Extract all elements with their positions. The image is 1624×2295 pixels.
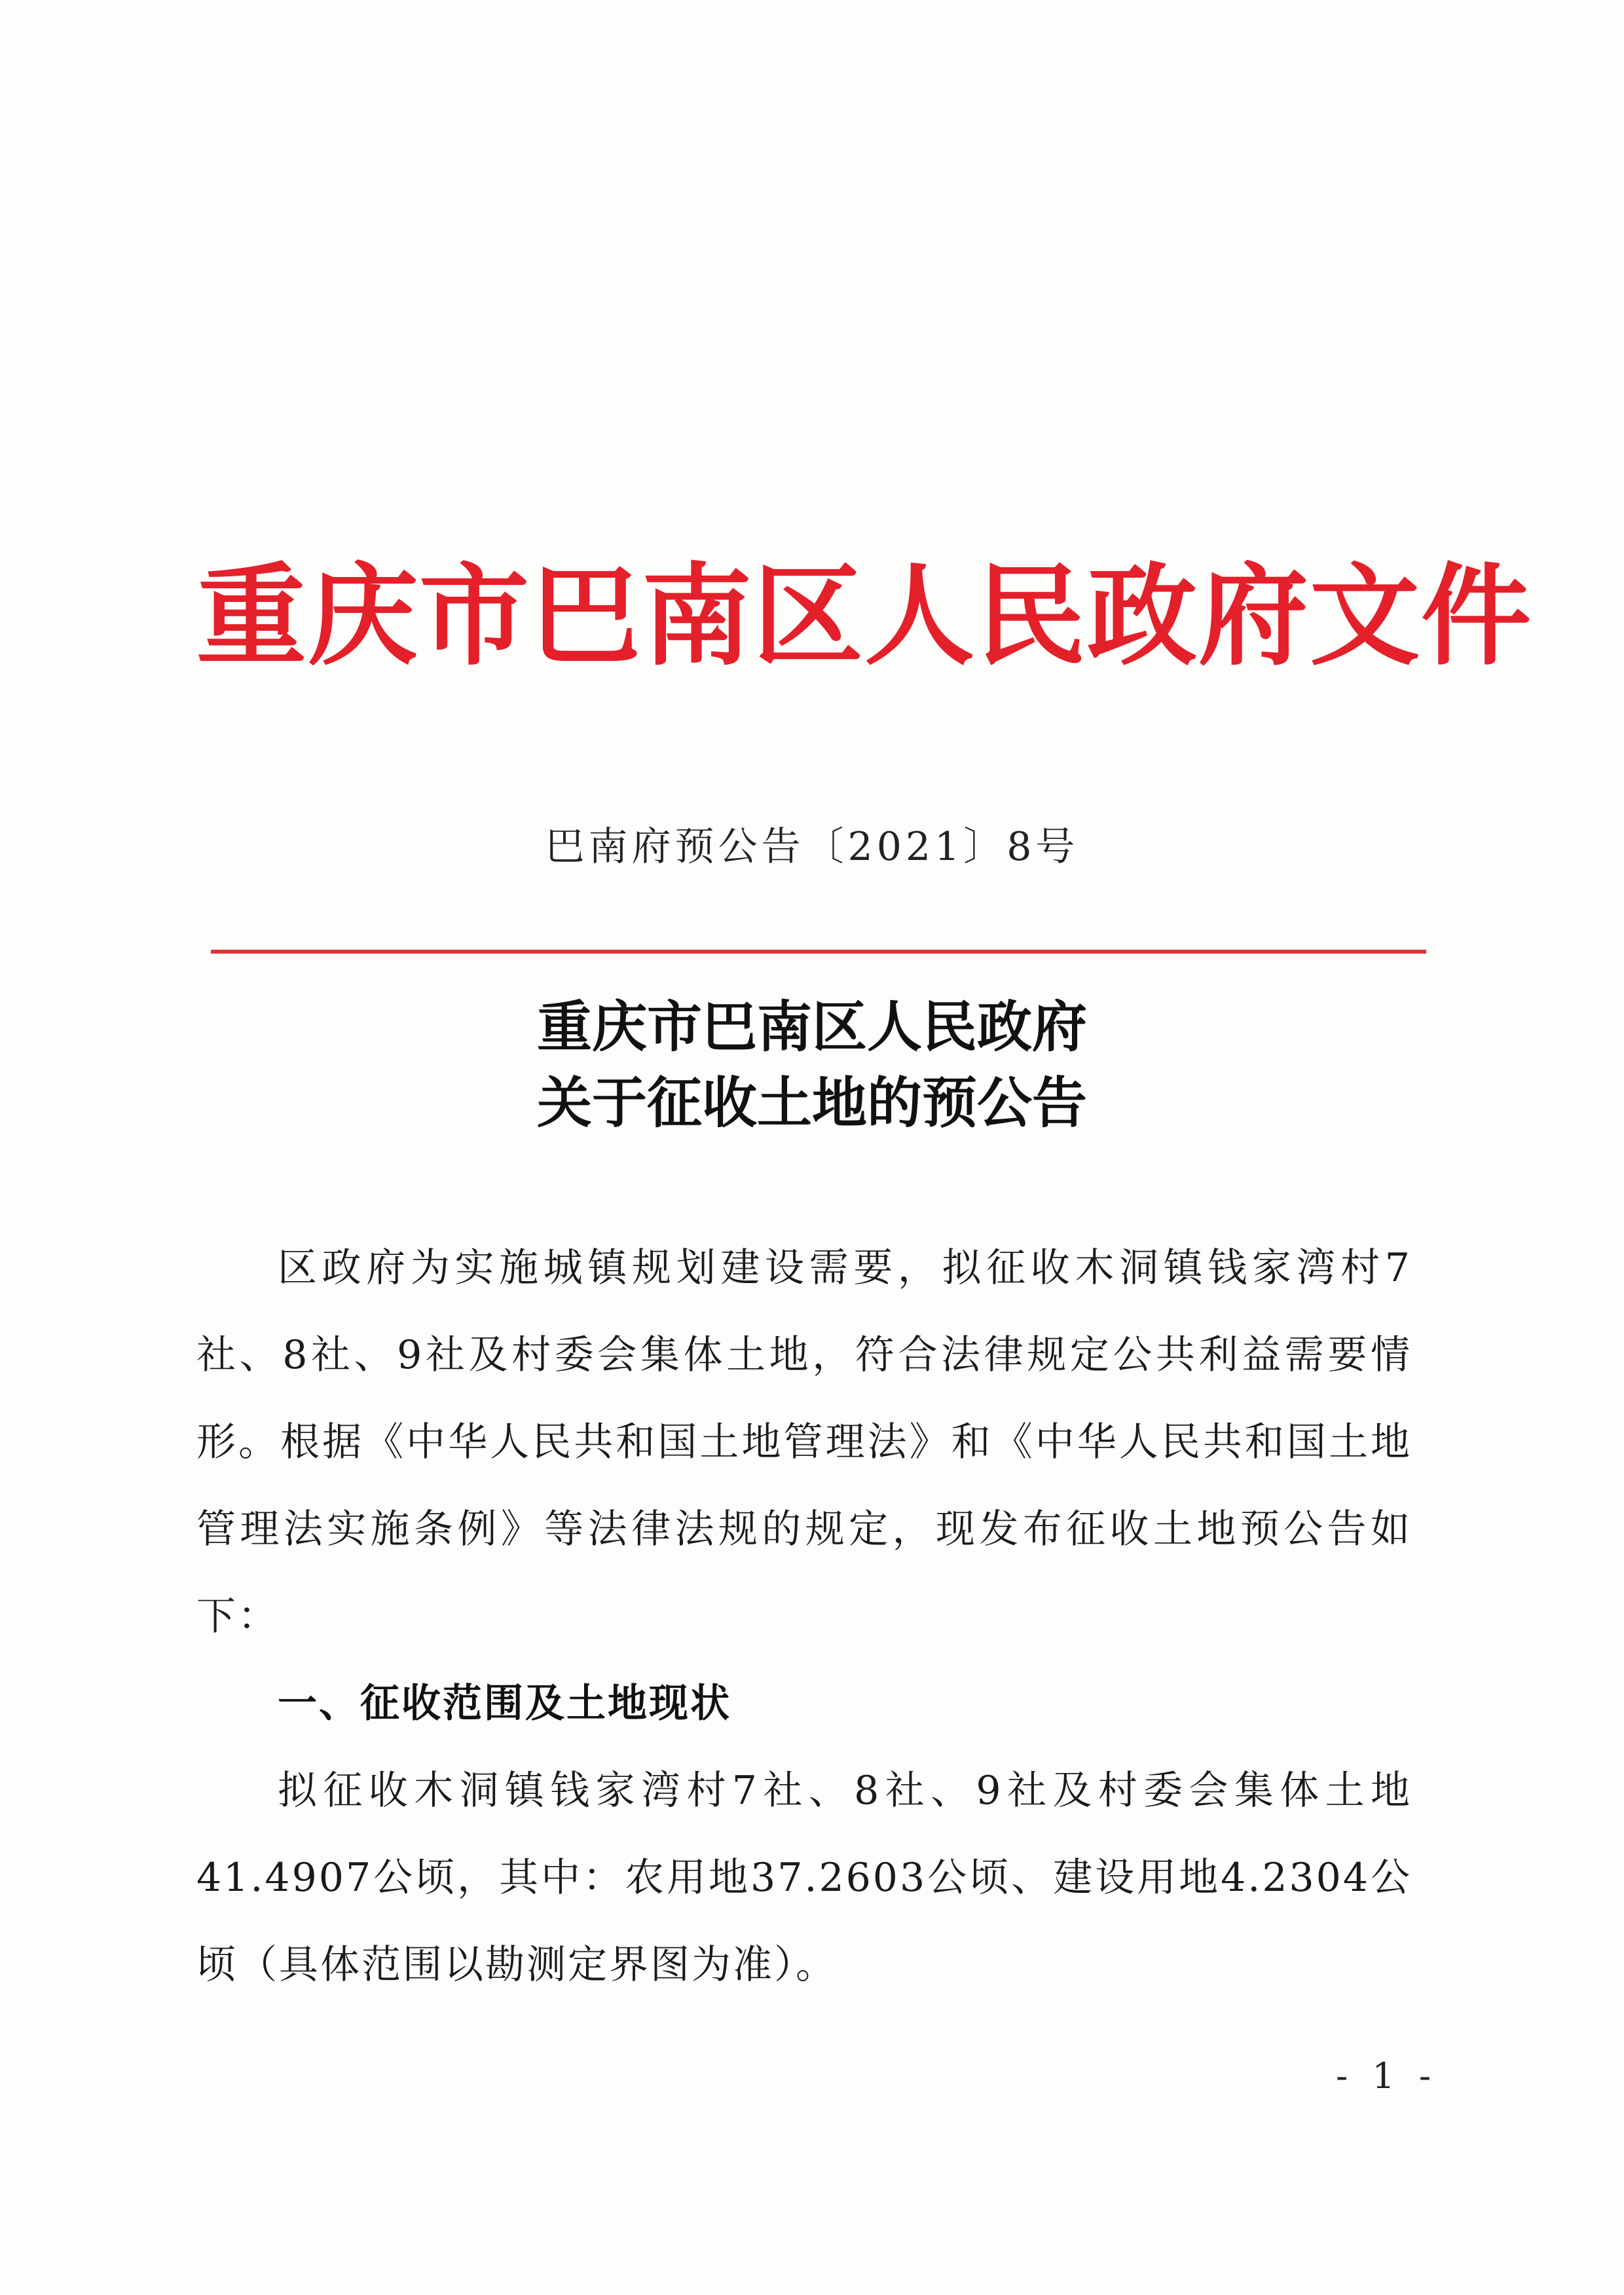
paragraph-scope: 拟征收木洞镇钱家湾村7社、8社、9社及村委会集体土地41.4907公顷，其中：农用地37.2603公顷、建设用地4.2304公顷（具体范围以勘测定界图为准）。 (196, 1768, 1412, 1988)
section-heading-1: 一、征收范围及土地现状 (278, 1681, 731, 1726)
title-line-2: 关于征收土地的预公告 (536, 1070, 1087, 1135)
title-line-1: 重庆市巴南区人民政府 (536, 994, 1087, 1059)
announcement-title (196, 989, 1428, 1141)
document-number: 巴南府预公告〔2021〕8号 (545, 824, 1079, 870)
red-divider (211, 950, 1426, 954)
page-number: - 1 - (1336, 2055, 1438, 2097)
masthead-title: 重庆市巴南区人民政府文件 (196, 551, 1532, 681)
paragraph-intro: 区政府为实施城镇规划建设需要，拟征收木洞镇钱家湾村7社、8社、9社及村委会集体土地，符合法律规定公共利益需要情形。根据《中华人民共和国土地管理法》和《中华人民共和国土地管理法实施条例》等法律法规的规定，现发布征收土地预公告如下： (196, 1245, 1412, 1639)
